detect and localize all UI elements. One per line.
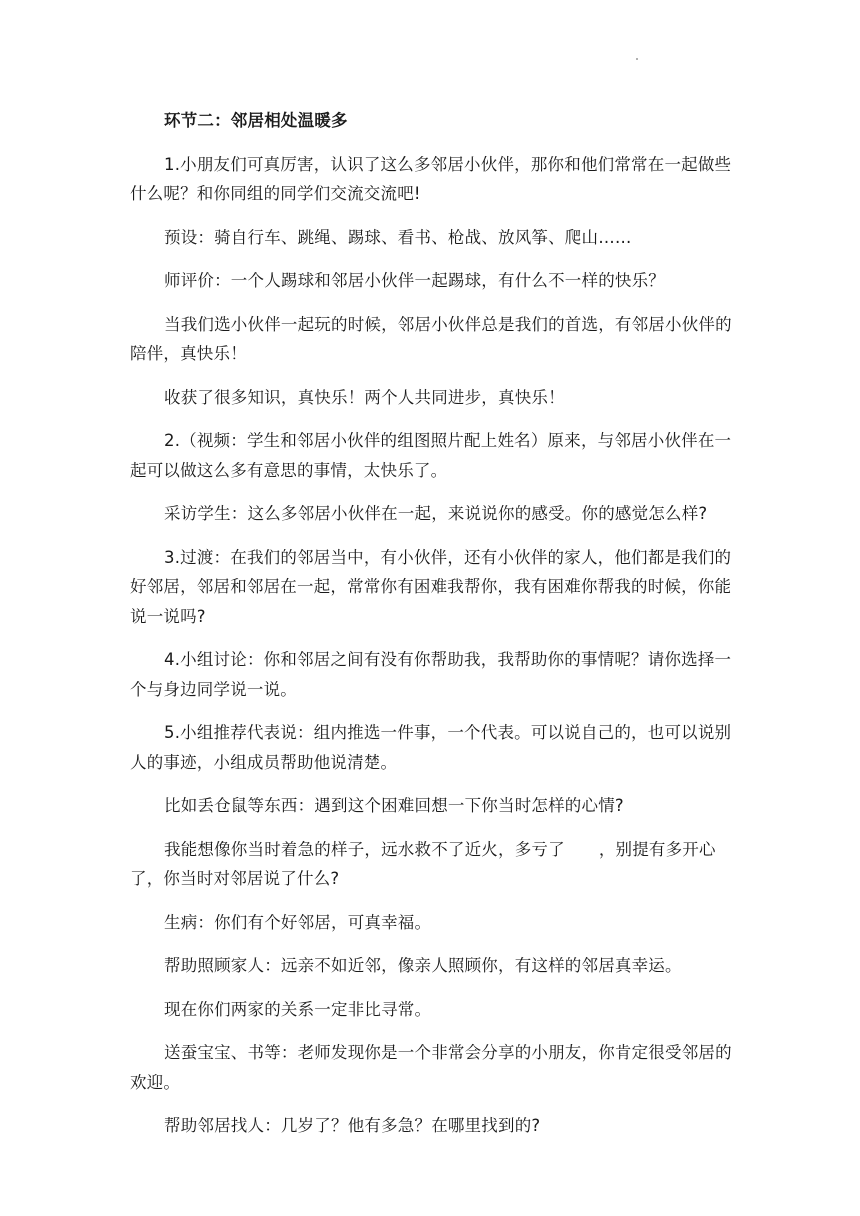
paragraph-3: 师评价：一个人踢球和邻居小伙伴一起踢球，有什么不一样的快乐？ xyxy=(164,271,665,290)
paragraph-10: 5.小组推荐代表说：组内推选一件事，一个代表。可以说自己的，也可以说别人的事迹，小组成员帮助他说清楚。 xyxy=(130,723,732,772)
paragraph-17: 帮助邻居找人：几岁了？他有多急？在哪里找到的? xyxy=(164,1116,541,1135)
paragraph-8: 3.过渡：在我们的邻居当中，有小伙伴，还有小伙伴的家人，他们都是我们的好邻居，邻居和邻居在一起，常常你有困难我帮你，我有困难你帮我的时候，你能说一说吗? xyxy=(130,547,732,626)
paragraph-5: 收获了很多知识，真快乐！两个人共同进步，真快乐！ xyxy=(164,387,565,407)
paragraph-11: 比如丢仓鼠等东西：遇到这个困难回想一下你当时怎样的心情? xyxy=(164,796,624,815)
paragraph-4: 当我们选小伙伴一起玩的时候，邻居小伙伴总是我们的首选，有邻居小伙伴的陪伴，真快乐！ xyxy=(130,314,732,363)
paragraph-6: 2.（视频：学生和邻居小伙伴的组图照片配上姓名）原来，与邻居小伙伴在一起可以做这么多有意思的事情，太快乐了。 xyxy=(130,431,732,480)
paragraph-15: 现在你们两家的关系一定非比寻常。 xyxy=(164,999,432,1019)
paragraph-2: 预设：骑自行车、跳绳、踢球、看书、枪战、放风筝、爬山…… xyxy=(164,227,632,247)
paragraph-16: 送蚕宝宝、书等：老师发现你是一个非常会分享的小朋友，你肯定很受邻居的欢迎。 xyxy=(130,1043,732,1092)
blank-paragraph-after: ，别提有多开心了，你当时对邻居说了什么? xyxy=(130,839,716,888)
blank-paragraph-before: 我能想像你当时着急的样子，远水救不了近火，多亏了 xyxy=(164,839,565,859)
paragraph-9: 4.小组讨论：你和邻居之间有没有你帮助我，我帮助你的事情呢？请你选择一个与身边同学说一说。 xyxy=(130,650,732,699)
paragraph-14: 帮助照顾家人：远亲不如近邻，像亲人照顾你，有这样的邻居真幸运。 xyxy=(164,956,682,975)
paragraph-1: 1.小朋友们可真厉害，认识了这么多邻居小伙伴，那你和他们常常在一起做些什么呢？和你同组的同学们交流交流吧! xyxy=(130,154,732,203)
paragraph-with-blank xyxy=(130,835,734,894)
paragraph-13: 生病：你们有个好邻居，可真幸福。 xyxy=(164,912,432,932)
paragraph-7: 采访学生：这么多邻居小伙伴在一起，来说说你的感受。你的感觉怎么样? xyxy=(164,504,708,523)
section-heading: 环节二：邻居相处温暖多 xyxy=(164,111,348,130)
page-mark xyxy=(636,58,638,60)
document-body xyxy=(130,106,734,1155)
